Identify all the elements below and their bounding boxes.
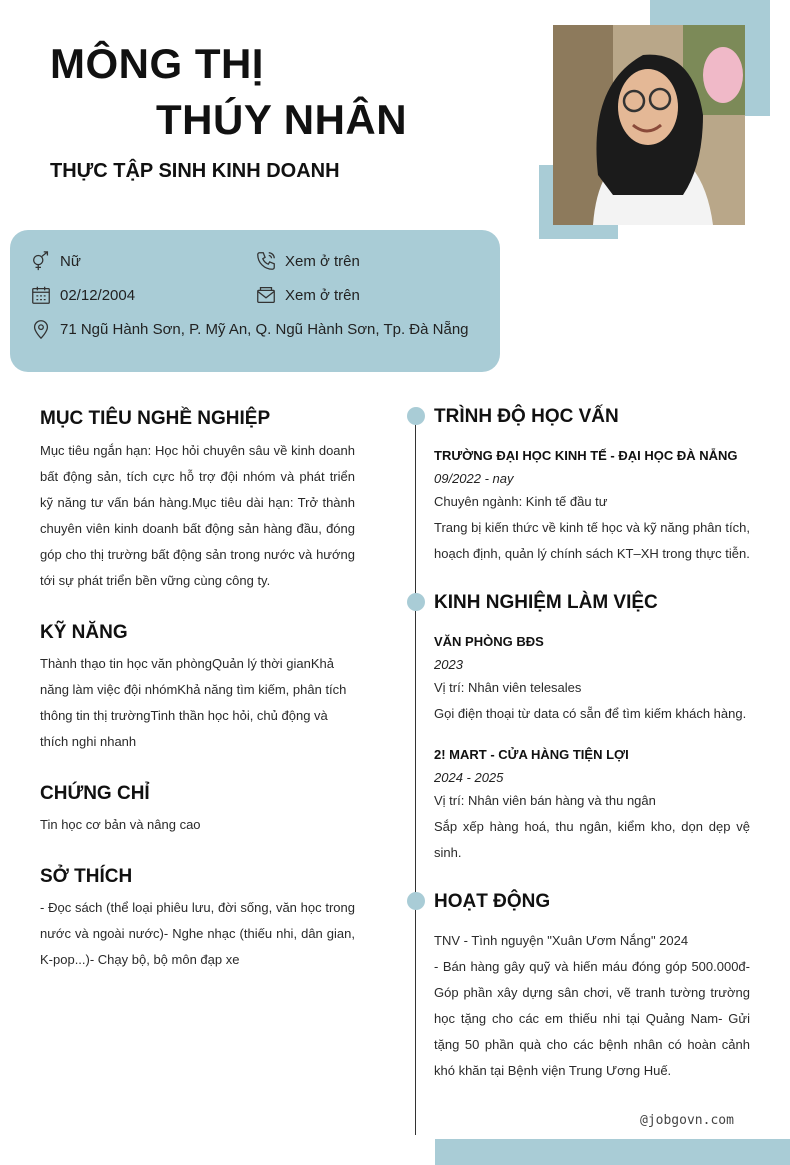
name-line-2: THÚY NHÂN	[156, 96, 408, 143]
activity-name: TNV - Tình nguyện "Xuân Ươm Nắng" 2024	[434, 933, 689, 948]
job-company: VĂN PHÒNG BĐS	[434, 634, 544, 649]
timeline-dot-education	[407, 407, 425, 425]
email-item	[255, 284, 360, 306]
hobbies-text: - Đọc sách (thể loại phiêu lưu, đời sống, văn học trong nước và ngoài nước)- Nghe nhạc (thiếu nhi, dân gian, K-pop...)- Chạy bộ, bộ môn đạp xe	[40, 900, 355, 967]
certificates-text: Tin học cơ bản và nâng cao	[40, 817, 201, 832]
location-icon	[30, 318, 52, 340]
phone-icon	[255, 250, 277, 272]
job-position: Vị trí: Nhân viên telesales	[434, 680, 582, 695]
name-line-1: MÔNG THỊ	[50, 40, 264, 87]
job-desc: Sắp xếp hàng hoá, thu ngân, kiểm kho, dọn dẹp vệ sinh.	[434, 819, 750, 860]
job-title: THỰC TẬP SINH KINH DOANH	[50, 160, 340, 182]
activities-title: HOẠT ĐỘNG	[434, 891, 551, 912]
education-school: TRƯỜNG ĐẠI HỌC KINH TẾ - ĐẠI HỌC ĐÀ NẴNG	[434, 448, 738, 463]
activity-desc: - Bán hàng gây quỹ và hiến máu đóng góp 500.000đ- Góp phần xây dựng sân chơi, vẽ tranh tường trường học tặng cho các em thiếu nhi tại Quảng Nam- Gửi tặng 50 phần quà cho các bệnh nhân có hoàn cảnh khó khăn tại Bệnh viện Trung Ương Huế.	[434, 959, 750, 1078]
education-major: Chuyên ngành: Kinh tế đầu tư	[434, 494, 608, 509]
job-position: Vị trí: Nhân viên bán hàng và thu ngân	[434, 793, 656, 808]
skills-text: Thành thạo tin học văn phòngQuản lý thời gianKhả năng làm việc đội nhómKhả năng tìm kiếm, phân tích thông tin thị trườngTinh thần học hỏi, chủ động và thích nghi nhanh	[40, 656, 347, 749]
objective-text: Mục tiêu ngắn hạn: Học hỏi chuyên sâu về kinh doanh bất động sản, tích cực hỗ trợ đội nhóm và phát triển kỹ năng tư vấn bán hàng.Mục tiêu dài hạn: Trở thành chuyên viên kinh doanh bất động sản hàng đầu, đóng góp cho thị trường bất động sản trong nước và hướng tới sự phát triển bền vững cùng công ty.	[40, 443, 355, 588]
calendar-icon	[30, 284, 52, 306]
timeline-dot-experience	[407, 593, 425, 611]
footer-decoration	[435, 1139, 790, 1165]
education-date: 09/2022 - nay	[434, 471, 514, 486]
timeline-dot-activities	[407, 892, 425, 910]
job-date: 2023	[434, 657, 463, 672]
source-credit: @jobgovn.com	[640, 1113, 734, 1128]
job-date: 2024 - 2025	[434, 770, 504, 785]
experience-title: KINH NGHIỆM LÀM VIỆC	[434, 592, 658, 613]
address-item	[30, 318, 469, 340]
email-value: Xem ở trên	[285, 286, 360, 304]
education-title: TRÌNH ĐỘ HỌC VẤN	[434, 406, 619, 427]
address-value: 71 Ngũ Hành Sơn, P. Mỹ An, Q. Ngũ Hành Sơn, Tp. Đà Nẵng	[60, 320, 469, 338]
skills-title: KỸ NĂNG	[40, 622, 128, 643]
gender-value: Nữ	[60, 252, 81, 270]
profile-photo	[553, 25, 745, 225]
gender-item	[30, 250, 81, 272]
objective-title: MỤC TIÊU NGHỀ NGHIỆP	[40, 408, 271, 429]
phone-value: Xem ở trên	[285, 252, 360, 270]
certificates-title: CHỨNG CHỈ	[40, 783, 150, 804]
timeline-line	[415, 410, 416, 1135]
job-desc: Gọi điện thoại từ data có sẵn để tìm kiếm khách hàng.	[434, 706, 747, 721]
birthday-item	[30, 284, 135, 306]
job-company: 2! MART - CỬA HÀNG TIỆN LỢI	[434, 747, 629, 762]
birthday-value: 02/12/2004	[60, 286, 136, 304]
phone-item	[255, 250, 360, 272]
gender-icon	[30, 250, 52, 272]
email-icon	[255, 284, 277, 306]
hobbies-title: SỞ THÍCH	[40, 866, 133, 887]
education-desc: Trang bị kiến thức về kinh tế học và kỹ năng phân tích, hoạch định, quản lý chính sách KT–XH trong thực tiễn.	[434, 520, 750, 561]
